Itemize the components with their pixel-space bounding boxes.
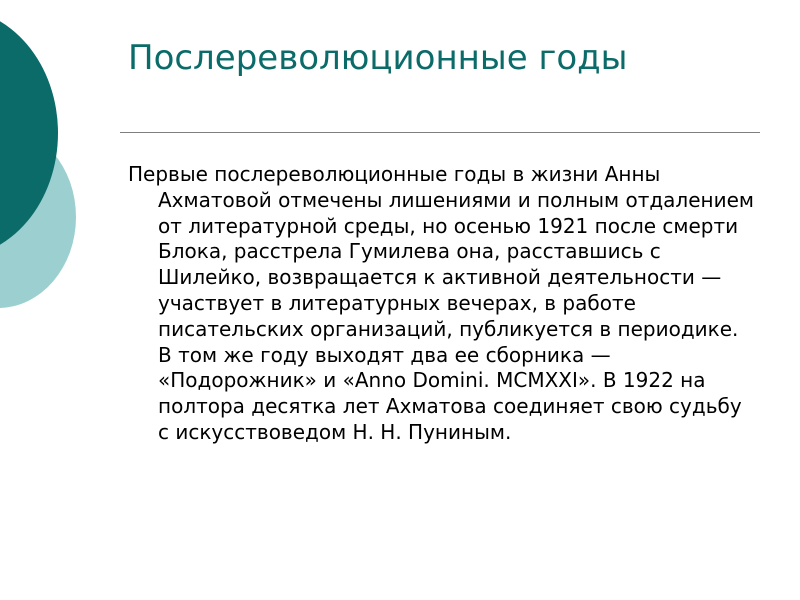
slide-title: Послереволюционные годы xyxy=(128,38,628,78)
slide-body-text: Первые послереволюционные годы в жизни Анны Ахматовой отмечены лишениями и полным отдалением от литературной среды, но осенью 1921 после смерти Блока, расстрела Гумилева она, расставшись с Шилейко, возвращается к активной деятельности — участвует в литературных вечерах, в работе писательских организаций, публикуется в периодике. В том же году выходят два ее сборника — «Подорожник» и «Anno Domini. MCMXXI». В 1922 на полтора десятка лет Ахматова соединяет свою судьбу с искусствоведом Н. Н. Пуниным. xyxy=(128,162,754,444)
title-divider xyxy=(120,132,760,133)
